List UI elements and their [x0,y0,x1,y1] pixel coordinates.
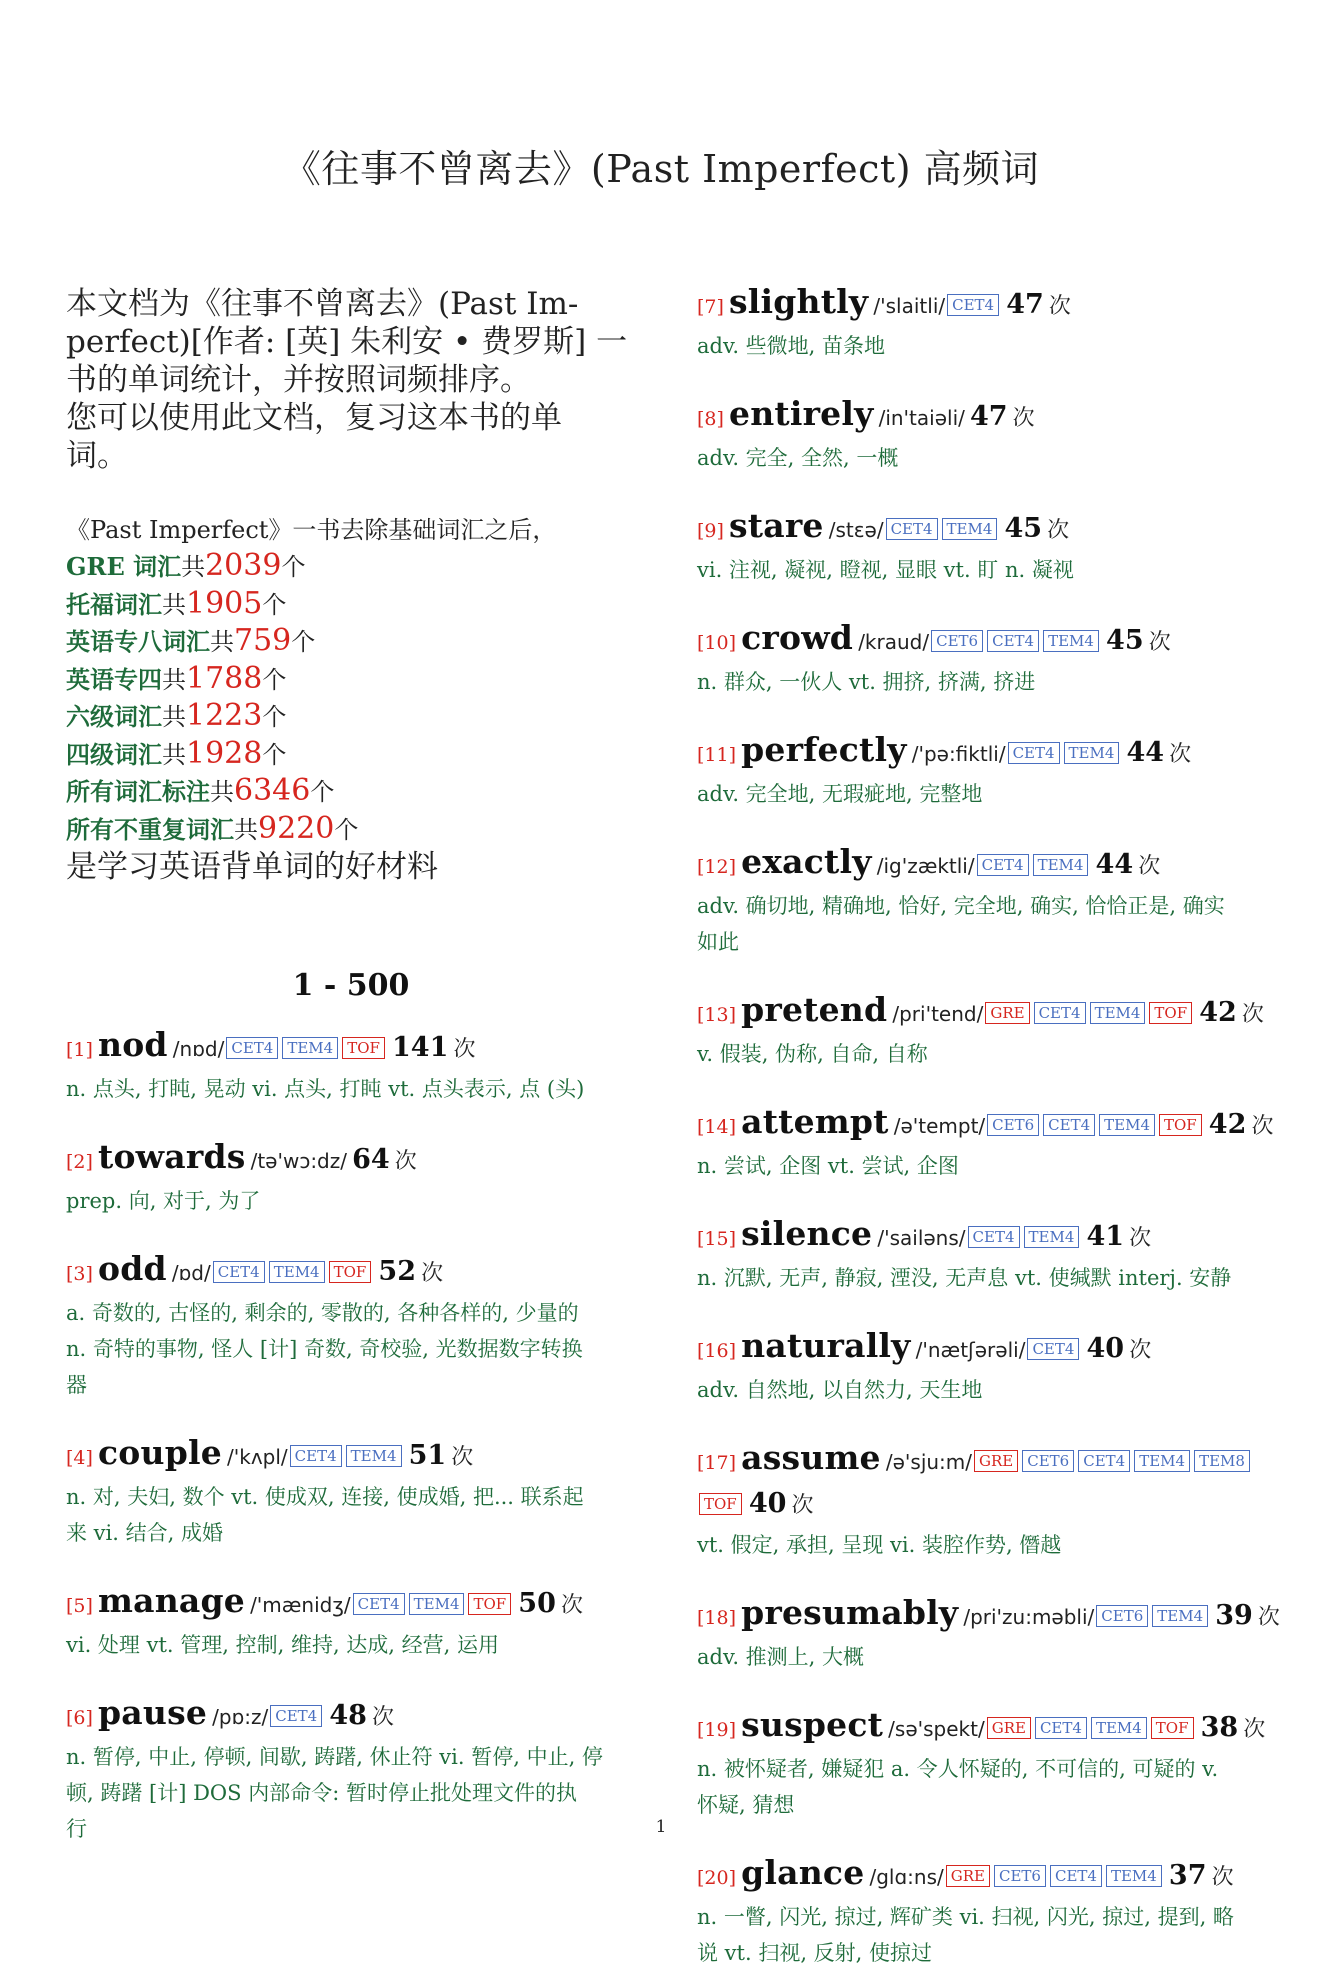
entry-count-unit: 次 [1138,854,1161,879]
entry-index: [7] [697,296,724,318]
stat-row [66,548,636,586]
entry-count-unit: 次 [1169,742,1192,767]
word-entry [697,394,1272,476]
entry-phonetic: /ɒd/ [171,1261,211,1285]
entry-header [697,506,1272,552]
entry-count-unit: 次 [451,1445,474,1470]
entry-header [697,990,1272,1036]
entry-definition: 来 vi. 结合, 成婚 [66,1521,223,1545]
stat-unit: 个 [281,553,306,581]
entry-index: [1] [66,1039,93,1061]
entry-count: 51 [408,1440,447,1471]
entry-definition: a. 奇数的, 古怪的, 剩余的, 零散的, 各种各样的, 少量的 [66,1301,579,1325]
word-entry [697,1705,1272,1823]
exam-tag: TEM4 [1099,1114,1155,1136]
entry-word: exactly [741,842,872,881]
stat-connector: 共 [234,815,258,844]
entry-word: perfectly [741,730,907,769]
entry-word: slightly [729,282,869,321]
entry-count-unit: 次 [1129,1226,1152,1251]
entry-phonetic: /ig'zæktli/ [876,854,975,878]
stat-label: 四级词汇 [66,739,162,769]
word-entry [697,1326,1272,1408]
entry-header-continued [697,1484,1272,1527]
entry-phonetic: /'pə:fiktli/ [911,742,1006,766]
entry-count-unit: 次 [1129,1338,1152,1363]
entry-header [66,1693,636,1739]
entry-count-unit: 次 [1148,630,1171,655]
exam-tag: TEM4 [1090,1002,1146,1024]
entry-definition: 顿, 踌躇 [计] DOS 内部命令: 暂时停止批处理文件的执 [66,1781,577,1805]
entry-count-unit: 次 [421,1261,444,1286]
entry-count-unit: 次 [791,1493,814,1518]
vocabulary-stats [66,512,636,886]
intro-line: 本文档为《往事不曾离去》(Past Im- [66,286,579,322]
entry-header [697,730,1272,776]
entry-header [697,1593,1280,1639]
entry-definition: n. 点头, 打盹, 晃动 vi. 点头, 打盹 vt. 点头表示, 点 (头) [66,1077,585,1101]
entry-index: [10] [697,632,737,654]
entry-definition: 说 vt. 扫视, 反射, 使掠过 [697,1941,933,1965]
word-entry [697,1853,1272,1971]
entry-count: 45 [1106,625,1144,656]
entry-word: attempt [741,1102,889,1141]
entry-count-unit: 次 [372,1705,395,1730]
entry-count-unit: 次 [1243,1717,1266,1742]
document-title: 《往事不曾离去》(Past Imperfect) 高频词 [282,147,1040,191]
entry-phonetic: /nɒd/ [172,1037,225,1061]
word-entry [697,618,1272,700]
entry-definition: vi. 处理 vt. 管理, 控制, 维持, 达成, 经营, 运用 [66,1633,500,1657]
entry-count-unit: 次 [1251,1114,1274,1139]
exam-tag: TOF [342,1037,385,1059]
stat-number: 9220 [258,810,335,846]
exam-tag: TOF [1159,1114,1202,1136]
stat-label: 英语专八词汇 [66,627,210,656]
entry-word: assume [741,1438,881,1477]
word-entry [697,282,1272,364]
entry-word: pretend [741,990,888,1029]
entry-word: couple [98,1433,222,1472]
exam-tag: GRE [987,1717,1031,1739]
stat-connector: 共 [162,703,186,731]
range-heading: 1 - 500 [292,968,410,1003]
entry-count-unit: 次 [1048,294,1071,319]
entry-count: 41 [1086,1221,1125,1252]
exam-tag: CET4 [226,1037,278,1059]
entry-header [697,1102,1272,1148]
stat-label: 英语专四 [66,664,162,694]
word-entry [66,1249,636,1403]
intro-paragraph [66,285,636,475]
exam-tag: CET4 [987,630,1039,652]
stat-unit: 个 [262,740,287,769]
exam-tag: TEM4 [1106,1865,1162,1887]
stat-label: 所有词汇标注 [66,777,210,806]
entry-header [66,1137,636,1183]
exam-tag: TEM4 [282,1037,338,1059]
stat-label: 托福词汇 [66,589,162,619]
stat-connector: 共 [210,778,234,806]
entry-definition: adv. 完全地, 无瑕疵地, 完整地 [697,782,983,806]
stat-row [66,623,636,661]
exam-tag: CET4 [1035,1717,1087,1739]
exam-tag: TOF [1149,1002,1192,1024]
entry-definition: 行 [66,1817,87,1841]
entry-count: 47 [1006,289,1044,320]
entry-count: 48 [329,1700,367,1731]
exam-tag: TEM4 [1024,1226,1080,1248]
entry-definition: 怀疑, 猜想 [697,1793,795,1817]
exam-tag: CET4 [290,1445,342,1467]
entry-index: [11] [697,744,737,766]
stat-row [66,811,636,849]
entry-index: [13] [697,1004,737,1026]
word-entry [66,1581,636,1663]
word-entry [66,1137,636,1219]
entry-definition: adv. 自然地, 以自然力, 天生地 [697,1378,983,1402]
entry-phonetic: /'mænidʒ/ [250,1593,351,1617]
entry-word: suspect [741,1705,884,1744]
exam-tag: CET4 [947,294,999,316]
exam-tag: CET4 [977,854,1029,876]
entries-column-left [66,1025,636,1847]
entry-word: stare [729,506,824,545]
entry-header [697,282,1272,328]
entry-index: [3] [66,1263,93,1285]
entry-count: 64 [352,1144,390,1175]
stat-label: GRE 词汇 [66,552,182,581]
stat-number: 1905 [186,585,263,621]
stat-connector: 共 [181,553,206,581]
entry-definition: prep. 向, 对于, 为了 [66,1189,261,1213]
exam-tag: CET6 [1096,1605,1148,1627]
exam-tag: CET4 [1050,1865,1102,1887]
entry-phonetic: /ə'sju:m/ [885,1450,973,1474]
entries-column-right [697,282,1280,1971]
entry-index: [15] [697,1228,737,1250]
entry-index: [4] [66,1447,93,1469]
entry-header [697,842,1272,888]
entry-header [697,394,1272,440]
word-entry [697,1438,1272,1563]
entry-phonetic: /in'taiəli/ [878,406,965,430]
entry-word: glance [741,1853,865,1892]
exam-tag: CET4 [1027,1338,1079,1360]
entry-header [697,618,1272,664]
entry-count-unit: 次 [394,1149,417,1174]
stat-connector: 共 [162,665,186,694]
entry-index: [12] [697,856,737,878]
entry-phonetic: /stɛə/ [828,518,884,542]
exam-tag: CET4 [1034,1002,1086,1024]
word-entry [66,1433,636,1551]
stat-unit: 个 [334,815,359,844]
exam-tag: CET4 [270,1705,322,1727]
exam-tag: TEM8 [1194,1450,1250,1472]
entry-count: 42 [1208,1109,1247,1140]
entry-index: [14] [697,1116,737,1138]
entry-phonetic: /kraud/ [858,630,930,654]
entry-definition: n. 沉默, 无声, 静寂, 湮没, 无声息 vt. 使缄默 interj. 安静 [697,1266,1232,1290]
word-entry [697,730,1272,812]
entry-count: 44 [1095,849,1134,880]
exam-tag: CET4 [1078,1450,1130,1472]
stat-row [66,698,636,736]
entry-definition: n. 尝试, 企图 vt. 尝试, 企图 [697,1154,959,1178]
word-entry [697,1102,1272,1184]
intro-line: 书的单词统计，并按照词频排序。 [66,362,531,398]
exam-tag: TOF [468,1593,511,1615]
entry-word: pause [98,1693,208,1732]
stat-row [66,586,636,624]
exam-tag: GRE [974,1450,1018,1472]
exam-tag: CET4 [213,1261,265,1283]
intro-line: perfect)[作者: [英] 朱利安 • 费罗斯] 一 [66,324,628,360]
entry-definition: adv. 些微地, 苗条地 [697,334,886,358]
word-entry [66,1025,636,1107]
exam-tag: CET4 [886,518,938,540]
stat-row [66,736,636,774]
entry-count-unit: 次 [560,1593,583,1618]
entry-count: 44 [1126,737,1165,768]
entry-header [697,1853,1272,1899]
entry-header [697,1214,1272,1260]
entry-definition: adv. 完全, 全然, 一概 [697,446,899,470]
exam-tag: TEM4 [1152,1605,1208,1627]
entry-definition: adv. 推测上, 大概 [697,1645,865,1669]
entry-word: silence [741,1214,873,1253]
exam-tag: CET6 [931,630,983,652]
entry-definition: adv. 确切地, 精确地, 恰好, 完全地, 确实, 恰恰正是, 确实 [697,894,1225,918]
stat-row [66,773,636,811]
entry-index: [8] [697,408,724,430]
entry-count: 141 [392,1032,449,1063]
stat-row [66,661,636,699]
exam-tag: CET4 [1043,1114,1095,1136]
entry-count: 40 [748,1488,787,1519]
stat-unit: 个 [310,778,335,806]
exam-tag: TEM4 [409,1593,465,1615]
entry-index: [6] [66,1707,93,1729]
entry-count-unit: 次 [1257,1605,1280,1630]
entry-word: nod [98,1025,168,1064]
entry-index: [16] [697,1340,737,1362]
entry-definition: v. 假装, 伪称, 自命, 自称 [697,1042,928,1066]
exam-tag: GRE [946,1865,990,1887]
entry-count: 37 [1168,1860,1207,1891]
exam-tag: TEM4 [942,518,998,540]
entry-word: towards [98,1137,246,1176]
exam-tag: TEM4 [1043,630,1099,652]
stat-number: 1928 [186,735,263,771]
entry-count-unit: 次 [1047,518,1070,543]
entry-index: [20] [697,1867,737,1889]
entry-definition: n. 对, 夫妇, 数个 vt. 使成双, 连接, 使成婚, 把... 联系起 [66,1485,584,1509]
entry-header [697,1705,1272,1751]
exam-tag: CET6 [987,1114,1039,1136]
entry-definition: n. 群众, 一伙人 vt. 拥挤, 挤满, 挤进 [697,670,1036,694]
word-entry [697,842,1272,960]
exam-tag: TEM4 [1064,742,1120,764]
entry-phonetic: /'sailəns/ [877,1226,966,1250]
entry-word: manage [98,1581,245,1620]
exam-tag: GRE [985,1002,1029,1024]
entry-header [66,1249,636,1295]
exam-tag: TEM4 [1091,1717,1147,1739]
entry-index: [19] [697,1719,737,1741]
word-entry [697,1214,1272,1296]
entry-phonetic: /'slaitli/ [873,294,946,318]
entry-definition: n. 暂停, 中止, 停顿, 间歇, 踌躇, 休止符 vi. 暂停, 中止, 停 [66,1745,603,1769]
exam-tag: TEM4 [346,1445,402,1467]
exam-tag: TEM4 [1134,1450,1190,1472]
word-entry [697,990,1272,1072]
entry-header [66,1025,636,1071]
page-number: 1 [655,1817,667,1837]
entry-definition: vi. 注视, 凝视, 瞪视, 显眼 vt. 盯 n. 凝视 [697,558,1074,582]
entry-word: presumably [741,1593,959,1632]
stat-connector: 共 [162,590,186,619]
stat-number: 759 [234,623,292,658]
entry-phonetic: /pri'zu:məbli/ [963,1605,1095,1629]
entry-count: 38 [1200,1712,1239,1743]
entry-phonetic: /tə'wɔ:dz/ [250,1149,347,1173]
entry-count-unit: 次 [453,1037,476,1062]
entry-index: [5] [66,1595,93,1617]
entry-index: [9] [697,520,724,542]
entry-header [697,1438,1272,1484]
stats-lead: 《Past Imperfect》一书去除基础词汇之后， [66,516,557,544]
entry-count-unit: 次 [1241,1002,1264,1027]
exam-tag: CET6 [1022,1450,1074,1472]
exam-tag: CET4 [968,1226,1020,1248]
entry-index: [17] [697,1452,737,1474]
stat-number: 2039 [205,548,282,583]
entry-definition: vt. 假定, 承担, 呈现 vi. 装腔作势, 僭越 [697,1533,1062,1557]
entry-word: odd [98,1249,167,1288]
stat-label: 所有不重复词汇 [66,814,234,844]
stat-unit: 个 [262,703,287,731]
entry-phonetic: /'nætʃərəli/ [915,1338,1026,1362]
entry-phonetic: /sə'spekt/ [888,1717,985,1741]
exam-tag: TOF [699,1493,742,1515]
exam-tag: CET4 [353,1593,405,1615]
entry-count: 50 [518,1588,556,1619]
entry-phonetic: /glɑ:ns/ [869,1865,944,1889]
exam-tag: CET4 [1008,742,1060,764]
entry-count: 39 [1215,1600,1253,1631]
entry-header [66,1581,636,1627]
entry-word: crowd [741,618,854,657]
entry-phonetic: /pɒ:z/ [212,1705,269,1729]
exam-tag: TEM4 [269,1261,325,1283]
entry-definition: n. 被怀疑者, 嫌疑犯 a. 令人怀疑的, 不可信的, 可疑的 v. [697,1757,1219,1781]
word-entry [697,1593,1280,1675]
stat-label: 六级词汇 [66,702,162,731]
stats-tail: 是学习英语背单词的好材料 [66,849,438,885]
entry-count: 52 [378,1256,416,1287]
stat-unit: 个 [291,628,316,656]
entry-definition: n. 一瞥, 闪光, 掠过, 辉矿类 vi. 扫视, 闪光, 掠过, 提到, 略 [697,1905,1234,1929]
word-entry [697,506,1272,588]
exam-tag: TOF [1151,1717,1194,1739]
stat-number: 1788 [186,660,263,696]
entry-index: [2] [66,1151,93,1173]
exam-tag: TOF [329,1261,372,1283]
entry-phonetic: /ə'tempt/ [893,1114,986,1138]
entry-phonetic: /pri'tend/ [892,1002,984,1026]
entry-word: naturally [741,1326,911,1365]
stat-unit: 个 [262,590,287,619]
exam-tag: TEM4 [1033,854,1089,876]
entry-count: 40 [1086,1333,1125,1364]
intro-line: 词。 [66,438,128,474]
entry-count-unit: 次 [1012,406,1035,431]
entry-definition: n. 奇特的事物, 怪人 [计] 奇数, 奇校验, 光数据数字转换 [66,1337,583,1361]
entry-word: entirely [729,394,874,433]
entry-definition: 如此 [697,930,739,954]
stat-connector: 共 [210,628,234,656]
entry-phonetic: /'kʌpl/ [227,1445,288,1469]
stat-number: 6346 [234,773,311,808]
entry-count: 42 [1199,997,1237,1028]
exam-tag: CET6 [994,1865,1046,1887]
intro-line: 您可以使用此文档，复习这本书的单 [66,400,562,436]
entry-count: 47 [969,401,1008,432]
stat-number: 1223 [186,698,263,733]
entry-definition: 器 [66,1373,87,1397]
entry-count-unit: 次 [1211,1865,1234,1890]
entry-count: 45 [1004,513,1043,544]
entry-header [697,1326,1272,1372]
stat-unit: 个 [262,665,287,694]
stats-list [66,548,636,848]
entry-header [66,1433,636,1479]
stat-connector: 共 [162,740,186,769]
entry-index: [18] [697,1607,737,1629]
